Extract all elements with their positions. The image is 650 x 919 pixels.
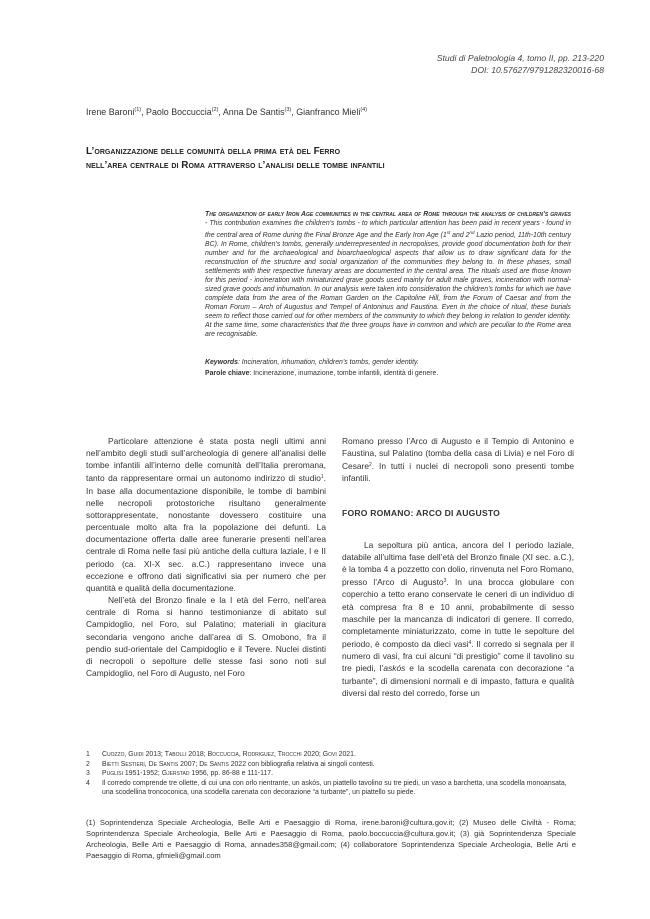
body-paragraph: [342, 435, 574, 485]
keywords: [205, 357, 575, 368]
ordinal-suffix: st: [446, 230, 451, 235]
ordinal-suffix: nd: [469, 230, 475, 235]
footnote: [86, 760, 578, 770]
author-affiliations: (1) Soprintendenza Speciale Archeologia, Belle Arti e Paesaggio di Roma, irene.baroni@cultura.gov.it; (2) Museo delle Civiltà - Roma; Soprintendenza Speciale Archeologia, Belle Arti e Paesaggio di Roma, paolo.boccuccia@cultura.gov.it; (3) già Soprintendenza Speciale Archeologia, Belle Arti e Paesaggio di Roma, annades358@gmail.com; (4) collaboratore Soprintendenza Speciale Archeologia, Belle Arti e Paesaggio di Roma, gfmieli@gmail.com: [86, 818, 576, 860]
footnote-number: 2: [86, 760, 90, 768]
italic-term: askós: [383, 663, 406, 674]
body-text: . In una brocca globulare con coperchio a tetto erano conservate le ceneri di un individuo di età compresa fra 8 e 10 anni, probabilmente di sesso maschile per la mancanza di indicatori di genere. Il corredo, completamente miniaturizzato, come in tutte le sepolture del periodo, è composto da dieci vasi: [342, 577, 574, 650]
title-line: nell’area centrale di Roma attraverso l’analisi delle tombe infantili: [86, 160, 385, 171]
footnote-text: Cuozzo, Guidi 2013; Tabolli 2018; Boccuccia, Rodriguez, Trocchi 2020; Govi 2021.: [102, 751, 356, 758]
body-text: Romano presso l’Arco di Augusto e il Tempio di Antonino e Faustina, sul Palatino (tomba della casa di Livia) e nel Foro di Cesare: [342, 436, 574, 472]
footnote-ref[interactable]: 3: [443, 578, 447, 585]
abstract-text: and 2: [450, 232, 470, 239]
body-column-right: [342, 435, 574, 699]
abstract: [205, 210, 571, 339]
body-paragraph: [86, 435, 326, 594]
keywords-text: : Incineration, inhumation, children’s tombs, gender identity.: [237, 359, 419, 366]
footnote: [86, 779, 578, 798]
body-text: Particolare attenzione è stata posta negli ultimi anni nell’ambito degli studi sull’archeologia di genere all’analisi delle tombe infantili all’interno delle comunità dell’Italia preromana, tanto da rappresentare ormai un autonomo indirizzo di studio: [86, 436, 326, 484]
author-list: Irene Baroni$^{(1)}$, Paolo Boccuccia$^{(2)}$, Anna De Santis$^{(3)}$, Gianfranco Mieli$^{(4)}$: [86, 107, 368, 117]
footnote-ref[interactable]: 4: [468, 640, 472, 647]
body-text: La sepoltura più antica, ancora del I periodo laziale, databile all’ultima fase dell’età del Bronzo finale (XI sec. a.C.), è la tomba 4 a pozzetto con dolio, rinvenuta nel Foro Romano, presso l’Arco di Augusto: [342, 539, 574, 588]
footnote-text: Bietti Sestieri, De Santis 2007; De Santis 2022 con bibliografia relativa ai singoli contesti.: [102, 760, 375, 768]
body-column-left: [86, 435, 326, 679]
running-head: [437, 52, 604, 76]
abstract-text: Lazio period, 11th-10th century BC). In Rome, children’s tombs, generally underrepresented in necropolises, provide good documentation both for their number and for the archaeological and bioarchaeological aspects that allow us to draw significant data for the reconstruction of the structure and social organization of the communities they belong to. In these phases, small settlements with their respective funerary areas are documented in the central area. The rituals used are those known for this period - incineration with miniaturized grave goods used mainly for adult male graves, incineration with normal-sized grave goods and inhumation. In our analysis were taken into consideration the children’s tombs for which we have complete data from the area of the Roman Garden on the Capitoline Hill, from the Forum of Caesar and from the Roman Forum – Arch of Augustus and Tempel of Antoninus and Faustina. Even in the choice of ritual, these burials seem to reflect those carried out for other members of the community to which they belong in relation to gender identity. At the same time, some characteristics that the three groups have in common and which are peculiar to the Rome area are recognisable.: [205, 232, 571, 338]
parole-chiave: [205, 368, 575, 379]
footnote-ref[interactable]: 2: [369, 462, 372, 469]
footnote-number: 1: [86, 751, 90, 758]
footnotes: [86, 750, 578, 798]
author-name: Gianfranco Mieli: [296, 107, 361, 117]
body-text: e la scodella carenata con decorazione “a turbante”, di dimensioni normali e di impasto, fattura e qualità diversi dal resto del corredo, forse un: [342, 663, 574, 698]
section-heading: FORO ROMANO: ARCO DI AUGUSTO: [342, 507, 501, 518]
author-mark: (3): [284, 107, 292, 113]
parole-chiave-text: : Incinerazione, inumazione, tombe infantili, identità di genere.: [249, 370, 439, 377]
footnote: [86, 750, 578, 760]
paper-title: [86, 145, 586, 173]
footnote-text: Il corredo comprende tre ollette, di cui una con orlo rientrante, un askós, un piattello tavolino su tre piedi, un vaso a barchetta, una scodella monoansata, una scodellina troncoconica, una scodella carenata con decorazione “a turbante”, un piattello su piede.: [102, 779, 567, 797]
footnote-ref[interactable]: 1: [320, 474, 324, 481]
body-text: . In base alla documentazione disponibile, le tombe di bambini nelle necropoli protostoriche risultano generalmente sottorappresentate, nonostante dovessero costituire una percentuale molto alta fra la popolazione dei defunti. La documentazione offerta dalle aree funerarie presenti nell’area centrale di Roma nelle fasi più antiche della cultura laziale, I e II periodo (ca. XI-X sec. a.C.) rappresentano invece una eccezione e offrono dati significativi sia per numero che per quantità e qualità della documentazione.: [86, 473, 326, 593]
keywords-label: Keywords: [205, 359, 238, 366]
author-mark: (2): [211, 107, 219, 113]
doi: DOI: 10.57627/9791282320016-68: [471, 65, 604, 75]
author-name: Irene Baroni: [86, 107, 135, 117]
author-mark: (4): [360, 107, 368, 113]
author-name: Anna De Santis: [222, 107, 285, 117]
footnote-number: 4: [86, 779, 90, 787]
author-name: Paolo Boccuccia: [146, 107, 212, 117]
author-mark: (1): [134, 107, 142, 113]
body-paragraph: [342, 539, 574, 699]
footnote-number: 3: [86, 770, 90, 778]
body-text: . In tutti i nuclei di necropoli sono presenti tombe infantili.: [342, 461, 574, 484]
journal-citation: Studi di Paletnologia 4, tomo II, pp. 213-220: [436, 53, 604, 63]
parole-chiave-label: Parole chiave: [205, 370, 250, 377]
footnote: [86, 769, 578, 779]
body-paragraph: Nell’età del Bronzo finale e la I età del Ferro, nell’area centrale di Roma si hanno testimonianze di abitato sul Campidoglio, nel Foro, sul Palatino; materiali in giacitura secondaria vengono anche dall’area di S. Omobono, fra il pendio sud-orientale del Campidoglio e il Tevere. Nuclei distinti di necropoli o sepolture delle stesse fasi sono noti sul Campidoglio, nel Foro di Augusto, nel Foro: [86, 595, 326, 678]
title-line: L’organizzazione delle comunità della prima età del Ferro: [86, 146, 341, 157]
abstract-title: The organization of early Iron Age communities in the central area of Rome through the analysis of children’s graves: [205, 211, 571, 218]
abstract-text: - This contribution examines the children’s tombs - to which particular attention has been paid in recent years - found in the central area of Rome during the Final Bronze Age and the Early Iron Age (1: [205, 220, 571, 239]
body-text: . Il corredo si segnala per il numero di vasi, fra cui alcuni “di prestigio” come il tavolino su tre piedi, l’: [342, 639, 574, 674]
footnote-text: Puglisi 1951-1952; Gjerstad 1956, pp. 86-88 e 111-117.: [102, 770, 274, 778]
